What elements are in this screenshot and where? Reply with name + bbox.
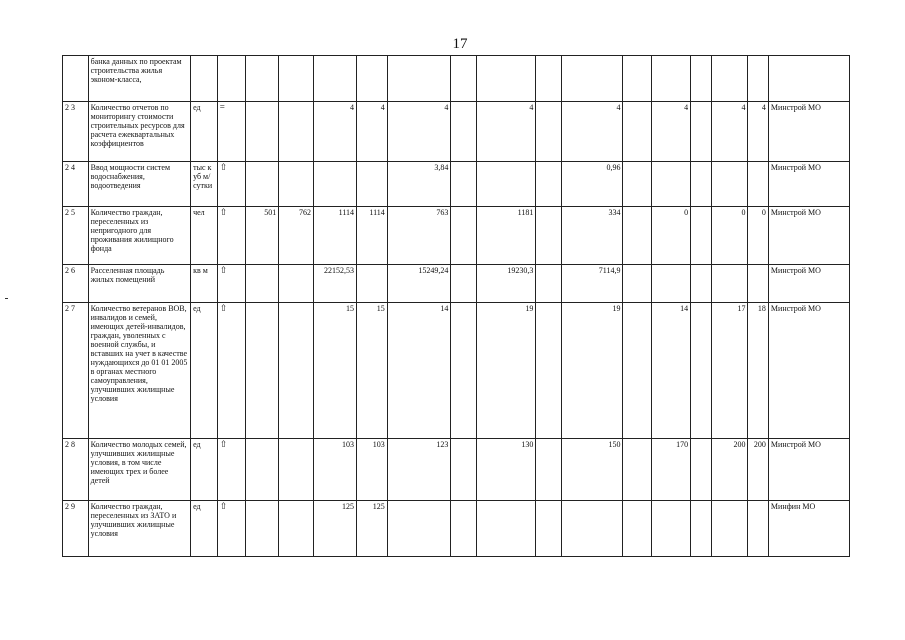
indicator-name: Количество граждан, переселенных из ЗАТО и улучшивших жилищные условия [88,501,190,557]
value-cell: 125 [357,501,388,557]
value-cell [561,56,622,102]
row-number: 2 4 [63,162,89,207]
value-cell: 19 [476,303,535,439]
indicator-name: Количество отчетов по мониторингу стоимости строительных ресурсов для расчета ежеквартальных коэффициентов [88,102,190,162]
value-cell [691,303,711,439]
value-cell: 15 [314,303,357,439]
direction-arrow-icon: = [217,102,246,162]
value-cell: 334 [561,207,622,265]
value-cell [357,162,388,207]
value-cell [536,102,562,162]
responsible-body: Минстрой МО [768,265,849,303]
value-cell: 200 [748,439,768,501]
value-cell [652,265,691,303]
value-cell [387,56,451,102]
unit: ед [191,501,218,557]
value-cell: 125 [314,501,357,557]
value-cell [623,439,652,501]
value-cell [652,501,691,557]
value-cell [451,439,477,501]
value-cell [711,265,748,303]
unit: ед [191,102,218,162]
indicator-name: Количество граждан, переселенных из непригодного для проживания жилищного фонда [88,207,190,265]
row-number: 2 9 [63,501,89,557]
value-cell: 19 [561,303,622,439]
value-cell: 0 [711,207,748,265]
direction-arrow-icon: ⇧ [217,501,246,557]
value-cell [451,207,477,265]
value-cell [652,56,691,102]
value-cell [536,162,562,207]
responsible-body: Минфин МО [768,501,849,557]
value-cell [314,56,357,102]
value-cell [357,265,388,303]
value-cell [748,501,768,557]
indicators-table [62,55,850,557]
table-row [63,162,850,207]
table-row [63,439,850,501]
responsible-body: Минстрой МО [768,207,849,265]
value-cell [691,56,711,102]
value-cell [451,303,477,439]
value-cell: 762 [279,207,314,265]
value-cell [691,265,711,303]
value-cell: 17 [711,303,748,439]
value-cell [691,102,711,162]
value-cell: 4 [476,102,535,162]
unit [191,56,218,102]
responsible-body: Минстрой МО [768,303,849,439]
value-cell [623,501,652,557]
indicator-name: Расселенная площадь жилых помещений [88,265,190,303]
value-cell [748,265,768,303]
indicator-name: банка данных по проектам строительства жилья эконом-класса, [88,56,190,102]
value-cell [246,162,279,207]
value-cell: 130 [476,439,535,501]
row-number [63,56,89,102]
direction-arrow-icon: ⇧ [217,303,246,439]
value-cell: 15249,24 [387,265,451,303]
direction-arrow-icon: ⇧ [217,265,246,303]
value-cell [246,56,279,102]
value-cell: 19230,3 [476,265,535,303]
value-cell: 150 [561,439,622,501]
page-number: 17 [452,36,468,52]
value-cell [623,162,652,207]
value-cell: 0 [748,207,768,265]
value-cell: 22152,53 [314,265,357,303]
value-cell [536,265,562,303]
row-number: 2 8 [63,439,89,501]
unit: тыс к уб м/ сутки [191,162,218,207]
value-cell [623,207,652,265]
value-cell: 501 [246,207,279,265]
row-number: 2 5 [63,207,89,265]
direction-arrow-icon: ⇧ [217,439,246,501]
value-cell: 763 [387,207,451,265]
indicator-name: Количество молодых семей, улучшивших жилищные условия, в том числе имеющих трех и более детей [88,439,190,501]
value-cell [623,56,652,102]
value-cell: 200 [711,439,748,501]
value-cell [536,303,562,439]
indicator-name: Ввод мощности систем водоснабжения, водоотведения [88,162,190,207]
direction-arrow-icon [217,56,246,102]
responsible-body: Минстрой МО [768,162,849,207]
unit: кв м [191,265,218,303]
unit: ед [191,439,218,501]
value-cell: 15 [357,303,388,439]
value-cell [387,501,451,557]
value-cell: 4 [561,102,622,162]
value-cell [691,162,711,207]
value-cell: 4 [711,102,748,162]
direction-arrow-icon: ⇧ [217,207,246,265]
value-cell [246,265,279,303]
value-cell: 4 [748,102,768,162]
value-cell: 4 [357,102,388,162]
table-row [63,303,850,439]
value-cell: 4 [314,102,357,162]
value-cell [246,439,279,501]
value-cell [711,56,748,102]
value-cell [279,303,314,439]
value-cell: 0 [652,207,691,265]
table-row [63,102,850,162]
value-cell: 1181 [476,207,535,265]
table-row [63,56,850,102]
value-cell [451,102,477,162]
value-cell [623,102,652,162]
value-cell [691,207,711,265]
row-number: 2 6 [63,265,89,303]
table-row [63,265,850,303]
value-cell [451,265,477,303]
value-cell: 14 [652,303,691,439]
edge-mark [5,298,8,299]
value-cell [748,162,768,207]
value-cell [279,265,314,303]
value-cell [536,501,562,557]
value-cell [246,102,279,162]
value-cell [314,162,357,207]
value-cell: 103 [357,439,388,501]
value-cell: 170 [652,439,691,501]
value-cell [711,501,748,557]
value-cell [279,162,314,207]
row-number: 2 7 [63,303,89,439]
value-cell [623,265,652,303]
value-cell [451,162,477,207]
responsible-body: Минстрой МО [768,102,849,162]
unit: ед [191,303,218,439]
value-cell: 103 [314,439,357,501]
value-cell: 4 [652,102,691,162]
value-cell [652,162,691,207]
table-row [63,501,850,557]
unit: чел [191,207,218,265]
value-cell [536,56,562,102]
value-cell: 1114 [357,207,388,265]
value-cell: 123 [387,439,451,501]
value-cell [691,439,711,501]
indicator-name: Количество ветеранов ВОВ, инвалидов и семей, имеющих детей-инвалидов, граждан, уволенных с военной службы, и вставших на учет в качестве нуждающихся до 01 01 2005 в органах местного самоуправления, улучшивших жилищные условия [88,303,190,439]
responsible-body: Минстрой МО [768,439,849,501]
value-cell [476,501,535,557]
value-cell [623,303,652,439]
direction-arrow-icon: ⇧ [217,162,246,207]
row-number: 2 3 [63,102,89,162]
value-cell [711,162,748,207]
value-cell: 0,96 [561,162,622,207]
value-cell [451,501,477,557]
value-cell: 14 [387,303,451,439]
value-cell [748,56,768,102]
value-cell [357,56,388,102]
table-row [63,207,850,265]
value-cell [279,439,314,501]
value-cell [246,501,279,557]
value-cell [246,303,279,439]
value-cell [279,102,314,162]
value-cell [476,56,535,102]
value-cell [476,162,535,207]
value-cell [451,56,477,102]
value-cell: 7114,9 [561,265,622,303]
value-cell: 4 [387,102,451,162]
value-cell [279,56,314,102]
value-cell [561,501,622,557]
value-cell: 3,84 [387,162,451,207]
value-cell: 1114 [314,207,357,265]
value-cell [691,501,711,557]
value-cell [536,207,562,265]
responsible-body [768,56,849,102]
value-cell [536,439,562,501]
value-cell: 18 [748,303,768,439]
value-cell [279,501,314,557]
